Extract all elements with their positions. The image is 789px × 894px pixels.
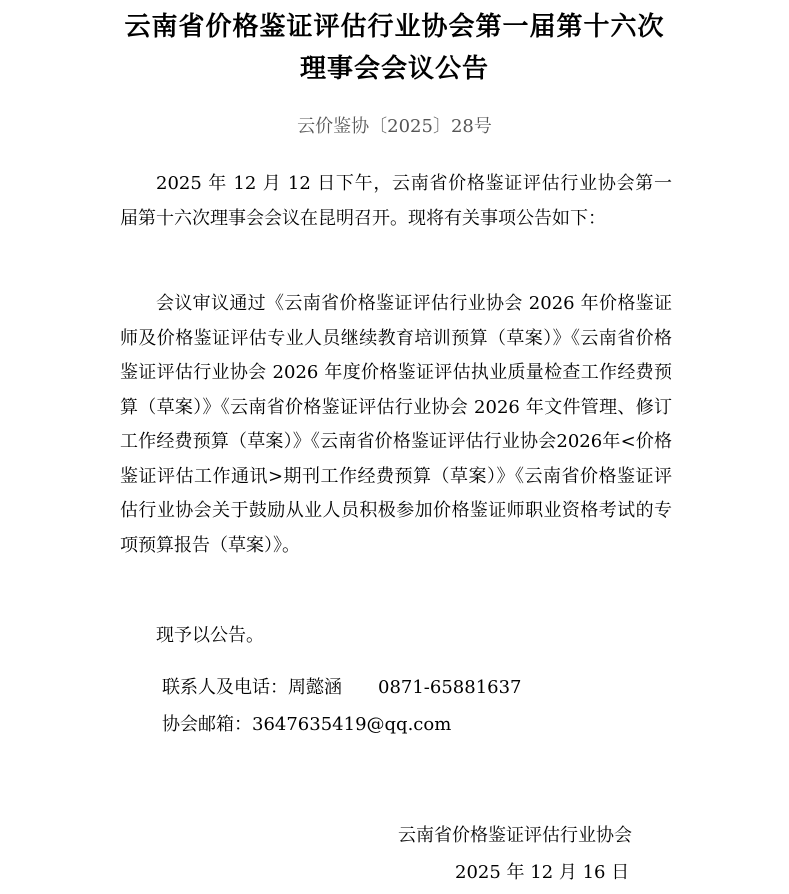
notice-title-line-2: 理事会会议公告 <box>299 54 489 84</box>
signature-date: 2025 年 12 月 16 日 <box>455 862 630 883</box>
announcement-paragraph: 现予以公告。 <box>156 625 264 646</box>
intro-paragraph: 2025 年 12 月 12 日下午，云南省价格鉴证评估行业协会第一届第十六次理事会会议在昆明召开。现将有关事项公告如下： <box>120 173 672 229</box>
document-number: 云价鉴协〔2025〕28号 <box>297 116 492 137</box>
notice-title-line-1: 云南省价格鉴证评估行业协会第一届第十六次 <box>124 12 665 42</box>
email-line: 协会邮箱：3647635419@qq.com <box>162 714 452 735</box>
resolution-paragraph: 会议审议通过《云南省价格鉴证评估行业协会 2026 年价格鉴证师及价格鉴证评估专业人员继续教育培训预算（草案）》《云南省价格鉴证评估行业协会 2026 年度价格鉴证评估执业质量检查工作经费预算（草案）》《云南省价格鉴证评估行业协会 2026 年文件管理、修订工作经费预算（草案）》《云南省价格鉴证评估行业协会2026年<价格鉴证评估工作通讯>期刊工作经费预算（草案）》《云南省价格鉴证评估行业协会关于鼓励从业人员积极参加价格鉴证师职业资格考试的专项预算报告（草案）》。 <box>120 293 672 556</box>
notice-title <box>0 6 789 90</box>
contact-line: 联系人及电话：周懿涵 0871-65881637 <box>162 677 522 698</box>
signature-organization: 云南省价格鉴证评估行业协会 <box>398 825 632 846</box>
